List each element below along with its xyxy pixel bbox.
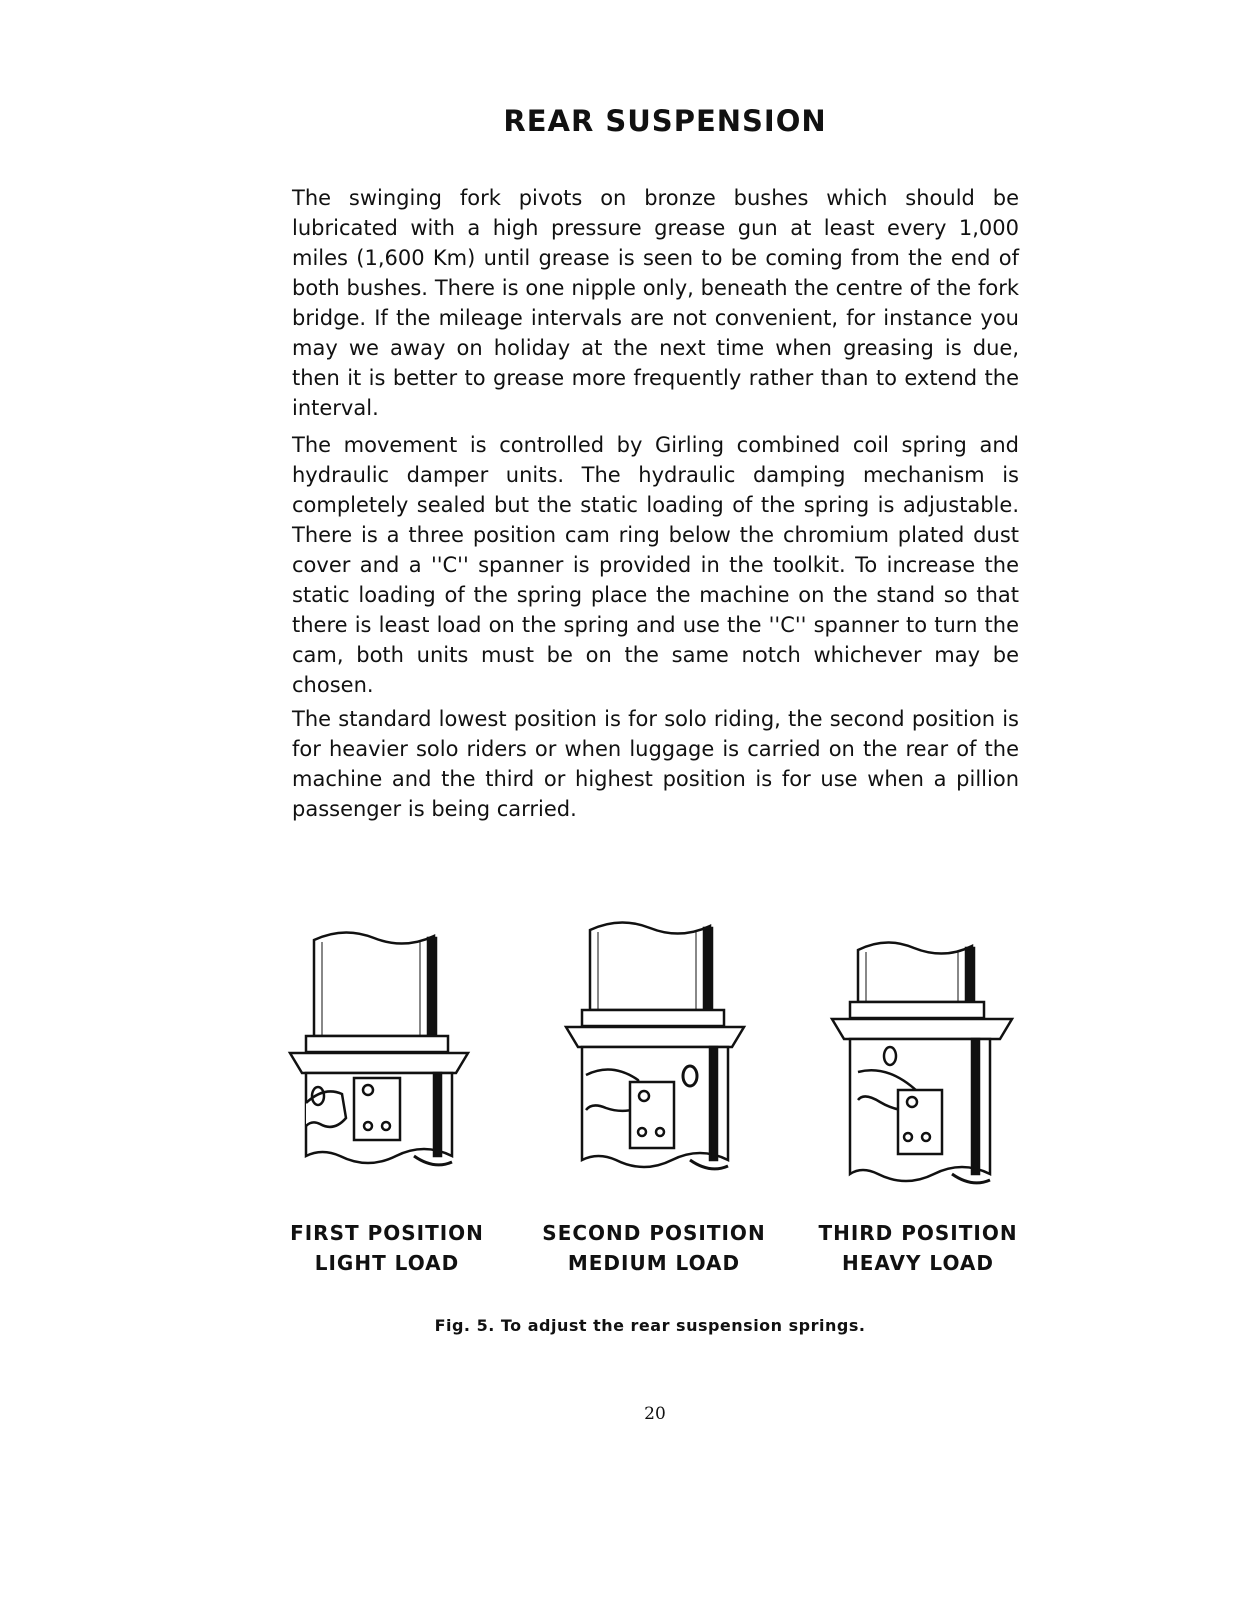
page-title: REAR SUSPENSION bbox=[503, 104, 827, 138]
third-position-illustration bbox=[828, 932, 1018, 1194]
figure-caption: Fig. 5. To adjust the rear suspension springs. bbox=[434, 1316, 866, 1335]
third-position-label: THIRD POSITION bbox=[818, 1221, 1018, 1245]
paragraph-lubrication: The swinging fork pivots on bronze bushes which should be lubricated with a high pressure grease gun at least every 1,000 miles (1,600 Km) until grease is seen to be coming from the end of both bushes. There is one nipple only, beneath the centre of the fork bridge. If the mileage intervals are not convenient, for instance you may we away on holiday at the next time when greasing is due, then it is better to grease more frequently rather than to extend the interval. bbox=[292, 186, 1019, 420]
first-position-caption bbox=[282, 1218, 492, 1278]
paragraph-damper-units: The movement is controlled by Girling combined coil spring and hydraulic damper units. The hydraulic damping mechanism is completely sealed but the static loading of the spring is adjustable. There is a three position cam ring below the chromium plated dust cover and a ''C'' spanner is provided in the toolkit. To increase the static loading of the spring place the machine on the stand so that there is least load on the spring and use the ''C'' spanner to turn the cam, both units must be on the same notch whichever may be chosen. bbox=[292, 433, 1019, 697]
second-position-illustration bbox=[562, 910, 752, 1190]
paragraph-positions: The standard lowest position is for solo riding, the second position is for heavier solo riders or when luggage is carried on the rear of the machine and the third or highest position is for use when a pillion passenger is being carried. bbox=[292, 707, 1019, 821]
page-number: 20 bbox=[644, 1404, 666, 1424]
third-position-caption bbox=[808, 1218, 1028, 1278]
first-position-label: FIRST POSITION bbox=[290, 1221, 484, 1245]
first-position-illustration bbox=[284, 918, 474, 1188]
medium-load-label: MEDIUM LOAD bbox=[567, 1251, 741, 1275]
heavy-load-label: HEAVY LOAD bbox=[841, 1251, 995, 1275]
second-position-caption bbox=[536, 1218, 772, 1278]
second-position-label: SECOND POSITION bbox=[542, 1221, 766, 1245]
light-load-label: LIGHT LOAD bbox=[314, 1251, 460, 1275]
